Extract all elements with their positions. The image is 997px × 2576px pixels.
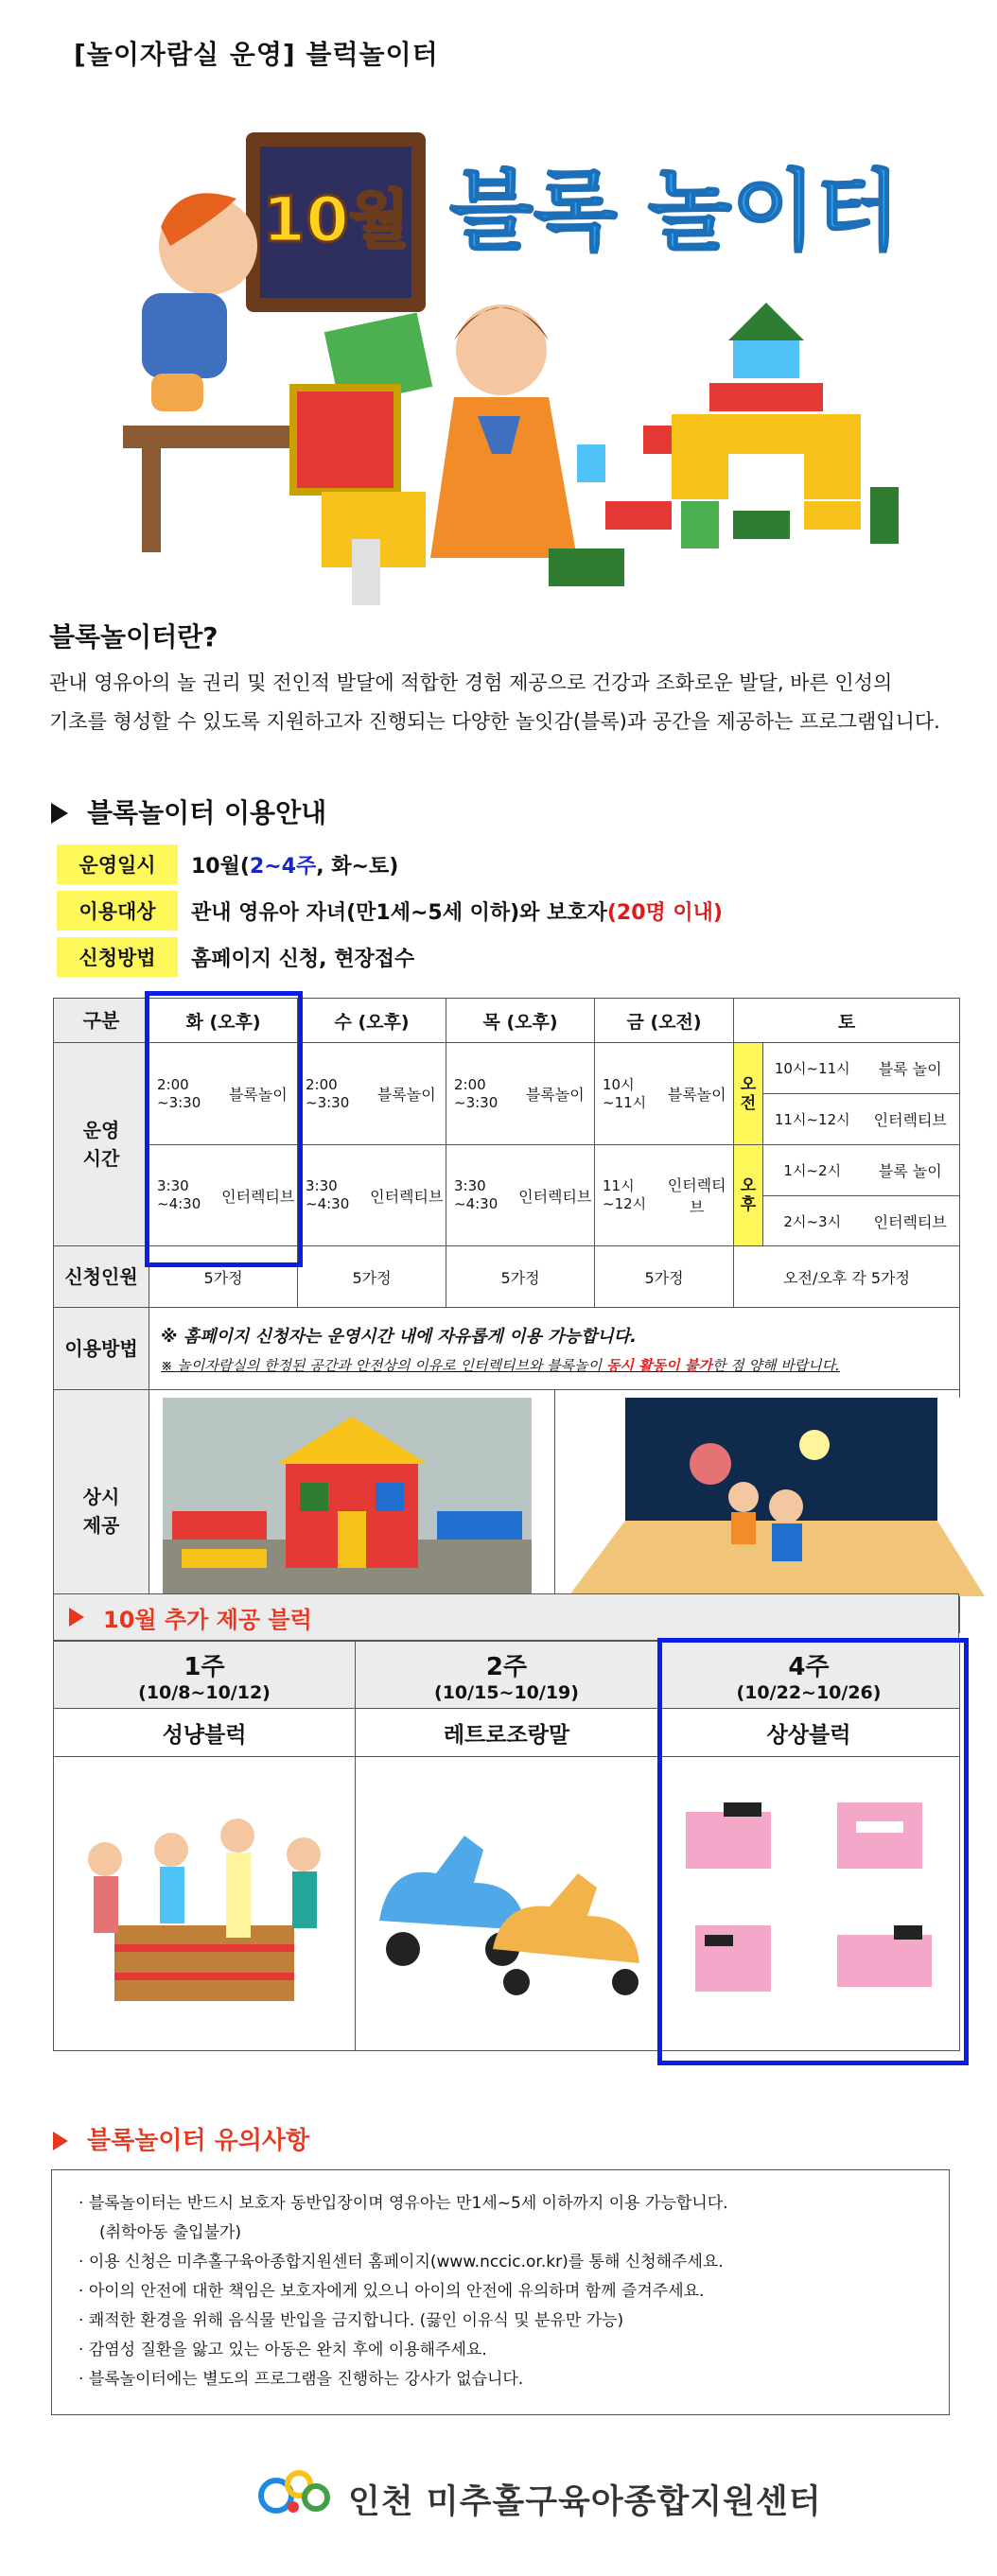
info-value: 관내 영유아 자녀(만1세~5세 이하)와 보호자(20명 이내) bbox=[191, 900, 723, 925]
org-logo-icon bbox=[255, 2463, 335, 2520]
block-name: 상상블럭 bbox=[658, 1709, 960, 1757]
week-cell: 4주 (10/22~10/26) bbox=[658, 1642, 960, 1709]
triangle-bullet-icon bbox=[51, 803, 68, 824]
block-photo-cell bbox=[54, 1757, 356, 2051]
capacity-cell: 5가정 bbox=[595, 1246, 734, 1308]
info-label: 이용대상 bbox=[57, 891, 178, 931]
day-slots: 2:00 ~3:30 블록놀이 3:30 ~4:30 인터렉티브 bbox=[149, 1043, 298, 1246]
capacity-cell: 5가정 bbox=[149, 1246, 298, 1308]
intro-heading: 블록놀이터란? bbox=[49, 621, 219, 653]
extra-heading: 10월 추가 제공 블럭 bbox=[103, 1606, 312, 1633]
list-item: (취학아동 출입불가) bbox=[99, 2223, 242, 2242]
tuesday-highlight-box bbox=[145, 991, 303, 1267]
day-slots: 10시 ~11시 블록놀이 11시 ~12시 인터렉티브 bbox=[595, 1043, 734, 1246]
intro-description bbox=[49, 664, 957, 741]
intro-line-2: 기초를 형성할 수 있도록 지원하고자 진행되는 다양한 놀잇감(블록)과 공간을 제공하는 프로그램입니다. bbox=[49, 710, 940, 733]
week4-highlight-box bbox=[657, 1638, 969, 2065]
row-label: 운영 시간 bbox=[54, 1043, 149, 1246]
method-line-2: ※ 놀이자람실의 한정된 공간과 안전상의 이유로 인터렉티브와 블록놀이 동시 활동이 불가한 점 양해 바랍니다. bbox=[161, 1356, 840, 1374]
list-item: · 블록놀이터에는 별도의 프로그램을 진행하는 강사가 없습니다. bbox=[79, 2365, 922, 2394]
notes-heading-text: 블록놀이터 유의사항 bbox=[87, 2127, 310, 2155]
interactive-photo bbox=[568, 1398, 985, 1596]
page-title: [놀이자람실 운영] 블럭놀이터 bbox=[74, 39, 439, 70]
pm-label: 오 후 bbox=[734, 1145, 763, 1245]
capacity-cell: 5가정 bbox=[446, 1246, 595, 1308]
method-row bbox=[54, 1308, 960, 1390]
header-cell: 화 (오후) bbox=[149, 999, 298, 1043]
row-label: 신청인원 bbox=[54, 1246, 149, 1308]
giant-block-photo bbox=[163, 1398, 532, 1596]
capacity-cell: 5가정 bbox=[298, 1246, 446, 1308]
list-item: · 아이의 안전에 대한 책임은 보호자에게 있으니 아이의 안전에 유의하며 함께 즐겨주세요. bbox=[79, 2277, 922, 2306]
info-value: 10월(2~4주, 화~토) bbox=[191, 854, 399, 879]
girl-figure bbox=[456, 305, 547, 395]
method-line-1: ※ 홈페이지 신청자는 운영시간 내에 자유롭게 이용 가능합니다. bbox=[161, 1326, 637, 1347]
match-block-photo bbox=[58, 1784, 351, 2020]
day-slots: 2:00 ~3:30 블록놀이 3:30 ~4:30 인터렉티브 bbox=[298, 1043, 446, 1246]
list-item: · 블록놀이터는 반드시 보호자 동반입장이며 영유아는 만1세~5세 이하까지 이용 가능합니다. bbox=[79, 2189, 922, 2219]
method-cell bbox=[149, 1308, 960, 1390]
notes-box bbox=[51, 2169, 950, 2415]
guide-heading-text: 블록놀이터 이용안내 bbox=[87, 797, 327, 828]
info-label: 신청방법 bbox=[57, 937, 178, 977]
month-badge: 10월 bbox=[262, 183, 410, 256]
info-label: 운영일시 bbox=[57, 844, 178, 884]
block-tower bbox=[728, 303, 804, 340]
header-cell: 구분 bbox=[54, 999, 149, 1043]
info-row-schedule bbox=[57, 844, 398, 884]
extra-heading-bar bbox=[53, 1593, 959, 1641]
week-cell: 1주 (10/8~10/12) bbox=[54, 1642, 356, 1709]
week-cell: 2주 (10/15~10/19) bbox=[356, 1642, 658, 1709]
list-item: · 이용 신청은 미추홀구육아종합지원센터 홈페이지(www.nccic.or.kr)를 통해 신청해주세요. bbox=[79, 2248, 922, 2277]
block-photo-cell bbox=[356, 1757, 658, 2051]
info-value: 홈페이지 신청, 현장접수 bbox=[191, 947, 415, 971]
hero-title: 블록 놀이터 bbox=[449, 161, 901, 262]
info-row-apply bbox=[57, 937, 414, 977]
notes-heading bbox=[53, 2121, 309, 2156]
header-cell: 금 (오전) bbox=[595, 999, 734, 1043]
info-row-target bbox=[57, 891, 723, 931]
block-name: 성냥블럭 bbox=[54, 1709, 356, 1757]
header-cell: 토 bbox=[734, 999, 960, 1043]
row-label: 상시 제공 bbox=[54, 1390, 149, 1633]
block-name: 레트로조랑말 bbox=[356, 1709, 658, 1757]
triangle-bullet-icon bbox=[53, 2132, 68, 2150]
triangle-bullet-icon bbox=[69, 1608, 84, 1627]
row-label: 이용방법 bbox=[54, 1308, 149, 1390]
saturday-slots: 오 전 10시~11시 블록 놀이 11시~12시 인터렉티브 오 후 1시~2시 블록 놀이 2시~3시 인터렉티브 bbox=[734, 1043, 960, 1246]
am-label: 오 전 bbox=[734, 1043, 763, 1144]
list-item: · 쾌적한 환경을 위해 음식물 반입을 금지합니다. (끓인 이유식 및 분유만 가능) bbox=[79, 2306, 922, 2336]
intro-line-1: 관내 영유아의 놀 권리 및 전인적 발달에 적합한 경험 제공으로 건강과 조화로운 발달, 바른 인성의 bbox=[49, 671, 893, 694]
retro-horse-photo bbox=[360, 1807, 654, 1996]
capacity-cell: 오전/오후 각 5가정 bbox=[734, 1246, 960, 1308]
header-cell: 수 (오후) bbox=[298, 999, 446, 1043]
org-name: 인천 미추홀구육아종합지원센터 bbox=[348, 2483, 822, 2521]
guide-heading bbox=[51, 792, 326, 830]
hero-illustration bbox=[104, 113, 936, 615]
day-slots: 2:00 ~3:30 블록놀이 3:30 ~4:30 인터렉티브 bbox=[446, 1043, 595, 1246]
list-item: · 감염성 질환을 앓고 있는 아동은 완치 후에 이용해주세요. bbox=[79, 2336, 922, 2365]
header-cell: 목 (오후) bbox=[446, 999, 595, 1043]
